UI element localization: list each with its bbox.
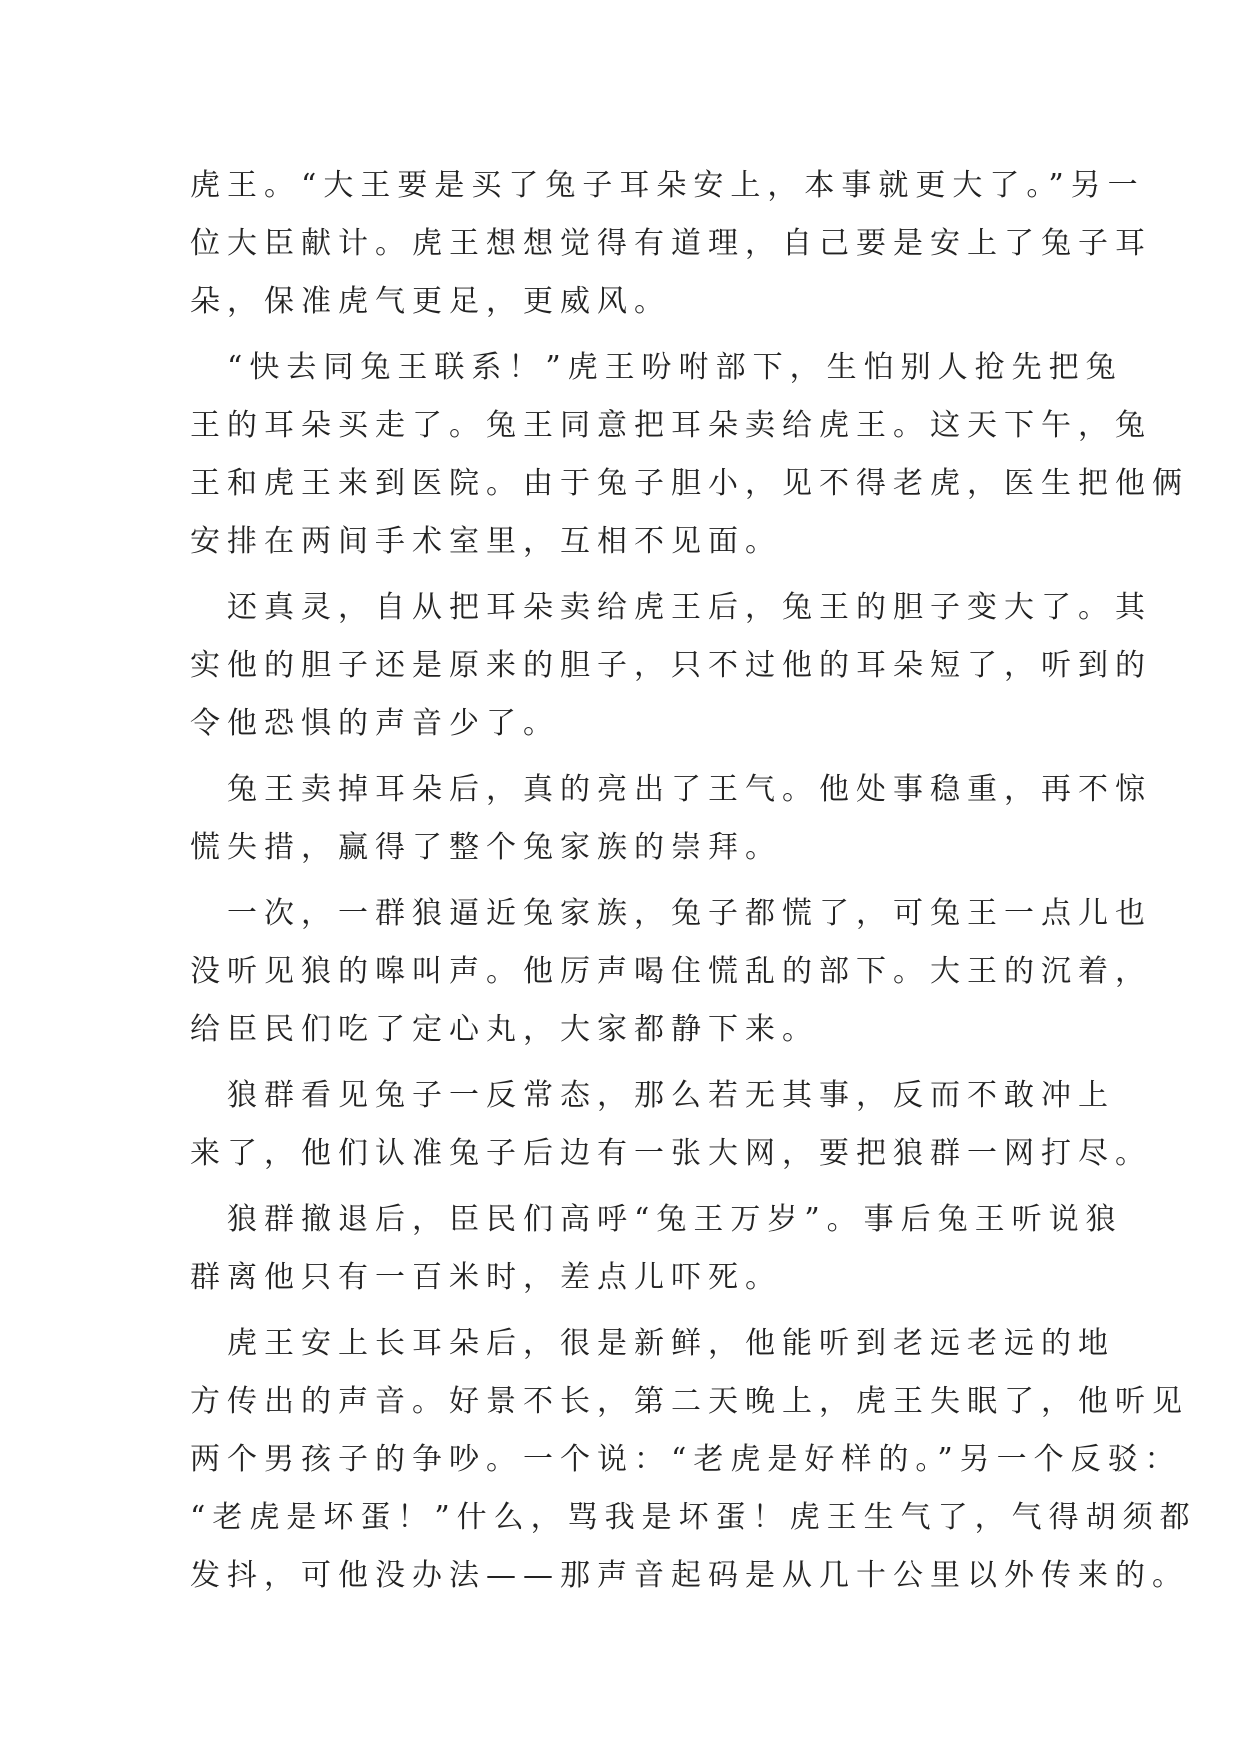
text-line: 一次，一群狼逼近兔家族，兔子都慌了，可兔王一点儿也 [190,896,1152,931]
text-line: 安排在两间手术室里，互相不见面。 [190,524,782,559]
text-line: 虎王。“大王要是买了兔子耳朵安上，本事就更大了。”另一 [190,168,1145,203]
paragraph [190,1067,1152,1183]
paragraph [190,339,1189,571]
text-line: 狼群看见兔子一反常态，那么若无其事，反而不敢冲上 [190,1078,1115,1113]
paragraph [190,157,1152,331]
text-line: 还真灵，自从把耳朵卖给虎王后，兔王的胆子变大了。其 [190,590,1152,625]
text-line: 实他的胆子还是原来的胆子，只不过他的耳朵短了，听到的 [190,648,1152,683]
paragraph [190,761,1152,877]
text-line: 兔王卖掉耳朵后，真的亮出了王气。他处事稳重，再不惊 [190,772,1152,807]
text-line: “快去同兔王联系！”虎王吩咐部下，生怕别人抢先把兔 [190,350,1123,385]
paragraph [190,1191,1123,1307]
text-line: 朵，保准虎气更足，更威风。 [190,284,671,319]
text-line: 发抖，可他没办法——那声音起码是从几十公里以外传来的。 [190,1558,1189,1593]
text-line: 群离他只有一百米时，差点儿吓死。 [190,1260,782,1295]
text-line: 令他恐惧的声音少了。 [190,706,560,741]
text-line: 位大臣献计。虎王想想觉得有道理，自己要是安上了兔子耳 [190,226,1152,261]
text-line: 两个男孩子的争吵。一个说：“老虎是好样的。”另一个反驳： [190,1442,1182,1477]
text-line: 虎王安上长耳朵后，很是新鲜，他能听到老远老远的地 [190,1326,1115,1361]
paragraph-gap [190,753,1090,761]
text-line: 王和虎王来到医院。由于兔子胆小，见不得老虎，医生把他俩 [190,466,1189,501]
text-line: 慌失措，赢得了整个兔家族的崇拜。 [190,830,782,865]
paragraph-gap [190,877,1090,885]
paragraph-gap [190,571,1090,579]
body-text [190,157,1197,1605]
paragraph [190,579,1152,753]
text-line: 来了，他们认准兔子后边有一张大网，要把狼群一网打尽。 [190,1136,1152,1171]
paragraph-gap [190,1307,1090,1315]
paragraph [190,1315,1197,1605]
paragraph [190,885,1152,1059]
text-line: 给臣民们吃了定心丸，大家都静下来。 [190,1012,819,1047]
text-line: 没听见狼的嗥叫声。他厉声喝住慌乱的部下。大王的沉着， [190,954,1152,989]
paragraph-gap [190,331,1090,339]
text-line: “老虎是坏蛋！”什么，骂我是坏蛋！虎王生气了，气得胡须都 [190,1500,1197,1535]
paragraph-gap [190,1059,1090,1067]
paragraph-gap [190,1183,1090,1191]
text-line: 方传出的声音。好景不长，第二天晚上，虎王失眠了，他听见 [190,1384,1189,1419]
text-line: 狼群撤退后，臣民们高呼“兔王万岁”。事后兔王听说狼 [190,1202,1123,1237]
text-line: 王的耳朵买走了。兔王同意把耳朵卖给虎王。这天下午，兔 [190,408,1152,443]
